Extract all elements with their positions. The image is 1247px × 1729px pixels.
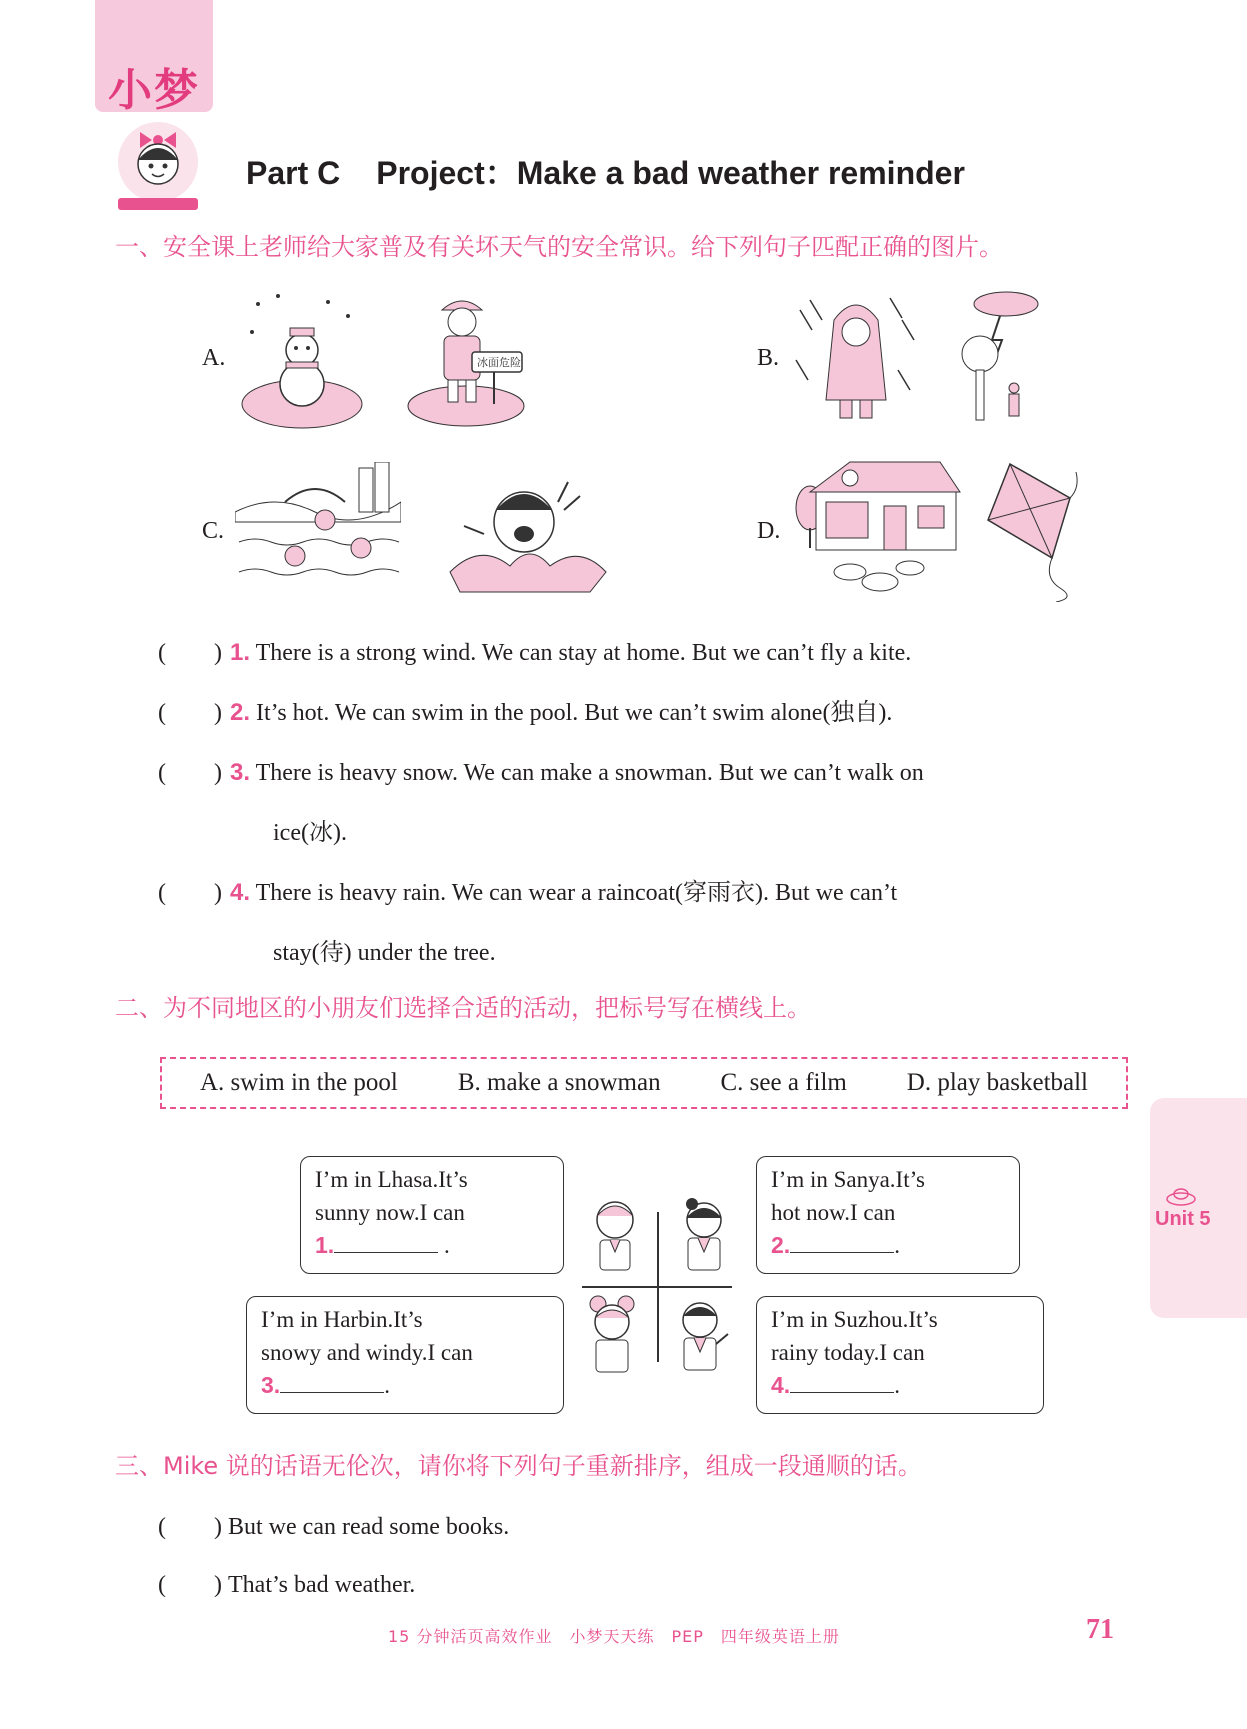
picture-label-a: A. bbox=[202, 345, 226, 371]
picture-label-d: D. bbox=[757, 518, 781, 544]
swimming-river-icon bbox=[235, 462, 401, 602]
section3-heading: 三、Mike 说的话语无伦次，请你将下列句子重新排序，组成一段通顺的话。 bbox=[115, 1452, 922, 1480]
question-row-4: ( ) 4. There is heavy rain. We can wear a raincoat(穿雨衣). But we can’t bbox=[158, 872, 897, 907]
question-row-1: ( ) 1. There is a strong wind. We can stay at home. But we can’t fly a kite. bbox=[158, 632, 911, 667]
speech-bubble-lhasa: I’m in Lhasa.It’s sunny now.I can 1. . bbox=[300, 1156, 564, 1274]
question-row-3: ( ) 3. There is heavy snow. We can make a snowman. But we can’t walk on bbox=[158, 752, 924, 787]
girl-in-raincoat-icon bbox=[790, 290, 920, 430]
answer-blank[interactable]: ( ) bbox=[158, 640, 222, 666]
snowman-icon bbox=[238, 292, 366, 432]
option-b: B. make a snowman bbox=[457, 1069, 661, 1096]
picture-label-b: B. bbox=[757, 345, 780, 371]
option-a: A. swim in the pool bbox=[199, 1069, 398, 1096]
picture-label-c: C. bbox=[202, 518, 225, 544]
answer-blank[interactable]: ( ) bbox=[158, 760, 222, 786]
reorder-row-2: ( ) That’s bad weather. bbox=[158, 1564, 415, 1599]
speech-bubble-suzhou: I’m in Suzhou.It’s rainy today.I can 4. . bbox=[756, 1296, 1044, 1414]
answer-blank[interactable]: ( ) bbox=[158, 880, 222, 906]
question-4-continuation: stay(待) under the tree. bbox=[273, 940, 496, 966]
speech-bubble-sanya: I’m in Sanya.It’s hot now.I can 2. . bbox=[756, 1156, 1020, 1274]
brand-logo: 小梦 bbox=[108, 65, 200, 116]
answer-blank[interactable]: ( ) bbox=[158, 1572, 222, 1598]
answer-blank[interactable]: ( ) bbox=[158, 1514, 222, 1540]
section1-heading: 一、安全课上老师给大家普及有关坏天气的安全常识。给下列句子匹配正确的图片。 bbox=[115, 233, 1003, 261]
options-box bbox=[160, 1057, 1128, 1109]
girl-buns-avatar-icon bbox=[584, 1294, 640, 1376]
kite-icon bbox=[980, 458, 1086, 602]
page-title bbox=[246, 148, 965, 194]
mascot-icon bbox=[112, 118, 204, 218]
reorder-row-1: ( ) But we can read some books. bbox=[158, 1506, 509, 1541]
ice-danger-sign: 冰面危险 bbox=[477, 356, 521, 369]
answer-line[interactable] bbox=[790, 1234, 894, 1253]
unit-label: Unit 5 bbox=[1155, 1208, 1211, 1230]
part-label: Part C bbox=[246, 155, 341, 191]
drowning-girl-icon bbox=[440, 462, 610, 602]
footer-text: 15 分钟活页高效作业 小梦天天练 PEP 四年级英语上册 bbox=[388, 1627, 840, 1646]
answer-line[interactable] bbox=[790, 1374, 894, 1393]
girl-in-snow-icon bbox=[404, 288, 528, 428]
speech-bubble-harbin: I’m in Harbin.It’s snowy and windy.I can 3. . bbox=[246, 1296, 564, 1414]
project-title: Project：Make a bad weather reminder bbox=[376, 155, 965, 191]
question-row-2: ( ) 2. It’s hot. We can swim in the pool. But we can’t swim alone(独自). bbox=[158, 692, 892, 727]
lightning-tree-icon bbox=[956, 290, 1046, 430]
boy-waving-avatar-icon bbox=[672, 1294, 732, 1376]
boy-avatar-icon bbox=[588, 1196, 642, 1276]
page-number: 71 bbox=[1086, 1614, 1114, 1645]
answer-line[interactable] bbox=[334, 1234, 438, 1253]
option-d: D. play basketball bbox=[906, 1069, 1088, 1096]
house-icon bbox=[790, 458, 970, 602]
cloud-icon bbox=[1164, 1188, 1198, 1206]
answer-line[interactable] bbox=[280, 1374, 384, 1393]
section2-heading: 二、为不同地区的小朋友们选择合适的活动，把标号写在横线上。 bbox=[115, 994, 811, 1022]
option-c: C. see a film bbox=[720, 1069, 847, 1096]
answer-blank[interactable]: ( ) bbox=[158, 700, 222, 726]
cross-divider-v bbox=[657, 1212, 659, 1362]
girl-avatar-icon bbox=[676, 1196, 732, 1276]
question-3-continuation: ice(冰). bbox=[273, 820, 347, 846]
